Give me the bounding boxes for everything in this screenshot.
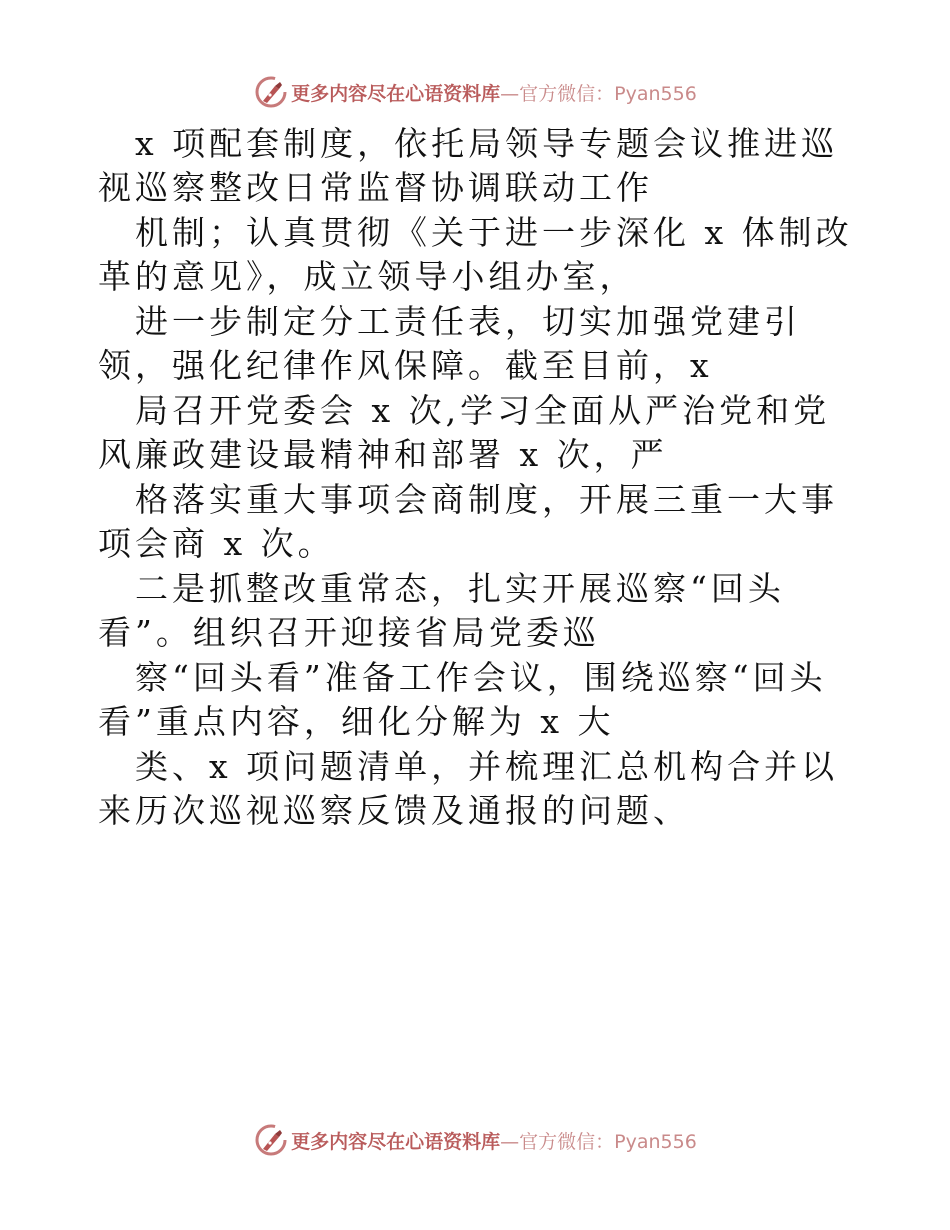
header-banner-wechat: 官方微信：Pyan556 bbox=[519, 82, 697, 105]
header-banner-dash: — bbox=[500, 82, 520, 105]
header-banner-brand: 更多内容尽在心语资料库 bbox=[291, 82, 501, 105]
paragraph-1: x 项配套制度，依托局领导专题会议推进巡视巡察整改日常监督协调联动工作 bbox=[98, 124, 839, 207]
pen-nib-logo-icon bbox=[253, 1122, 289, 1158]
header-banner bbox=[0, 72, 950, 112]
footer-banner bbox=[0, 1120, 950, 1160]
footer-banner-dash: — bbox=[500, 1130, 520, 1153]
footer-banner-text bbox=[291, 1127, 697, 1154]
paragraph-4: 局召开党委会 x 次,学习全面从严治党和党风廉政建设最精神和部署 x 次，严 bbox=[98, 391, 831, 474]
paragraph-3: 进一步制定分工责任表，切实加强党建引领，强化纪律作风保障。截至目前，x bbox=[98, 302, 801, 385]
pen-nib-logo-icon bbox=[253, 74, 289, 110]
footer-banner-brand: 更多内容尽在心语资料库 bbox=[291, 1130, 501, 1153]
paragraph-7: 察“回头看”准备工作会议，围绕巡察“回头看”重点内容，细化分解为 x 大 bbox=[98, 658, 827, 741]
header-banner-text bbox=[291, 79, 697, 106]
paragraph-5: 格落实重大事项会商制度，开展三重一大事项会商 x 次。 bbox=[98, 480, 838, 563]
paragraph-2: 机制；认真贯彻《关于进一步深化 x 体制改革的意见》，成立领导小组办室， bbox=[98, 213, 853, 296]
paragraph-8: 类、x 项问题清单，并梳理汇总机构合并以来历次巡视巡察反馈及通报的问题、 bbox=[98, 747, 839, 830]
document-body bbox=[98, 122, 858, 834]
paragraph-6: 二是抓整改重常态，扎实开展巡察“回头看”。组织召开迎接省局党委巡 bbox=[98, 569, 785, 652]
footer-banner-wechat: 官方微信：Pyan556 bbox=[519, 1130, 697, 1153]
